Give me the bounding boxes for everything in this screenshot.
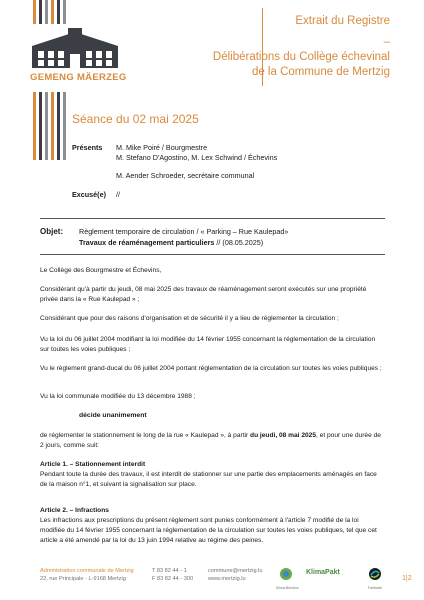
article-1-text: Pendant toute la durée des travaux, il est interdit de stationner sur une partie des emplacements aménagés en face de la maison n°1, et suivant la signalisation sur place. xyxy=(40,471,377,488)
excuses-value: // xyxy=(116,190,120,199)
header-dash: – xyxy=(383,36,390,48)
session-date: Séance du 02 mai 2025 xyxy=(72,112,199,126)
objet-line-1: Règlement temporaire de circulation / « Parking – Rue Kaulepad» xyxy=(79,227,289,236)
paragraph: Vu la loi du 06 juillet 2004 modifiant la loi modifiée du 14 février 1955 concernant la réglementation de la circulation sur toutes les voies publiques ; xyxy=(40,336,376,353)
attendance-block xyxy=(0,143,424,203)
footer-address: 22, rue Principale · L-9168 Mertzig xyxy=(40,576,126,582)
klima-buendnis-text: Klima-Bündnis xyxy=(276,586,299,590)
footer-tel: T 83 82 44 - 1 xyxy=(152,568,187,574)
footer xyxy=(40,567,420,595)
decorative-stripes-top xyxy=(33,0,66,24)
klimapakt-logo: KlimaPakt xyxy=(306,569,340,576)
footer-admin: Administration communale de Mertzig xyxy=(40,568,134,574)
paragraph: Considérant que pour des raisons d'organisation et de sécurité il y a lieu de réglementer la circulation ; xyxy=(40,315,339,322)
presents-line: M. Mike Poiré / Bourgmestre xyxy=(116,143,208,152)
excuses-label: Excusé(e) xyxy=(72,190,106,199)
footer-web[interactable]: www.mertzig.lu xyxy=(208,576,246,582)
decision-paragraph xyxy=(40,431,385,451)
paragraph: Vu la loi communale modifiée du 13 décembre 1988 ; xyxy=(40,393,196,400)
objet-line-2-rest: // (08.05.2025) xyxy=(214,237,264,247)
objet-line-2-bold: Travaux de réaménagement particuliers xyxy=(79,237,215,247)
presents-line: M. Stefano D'Agostino, M. Lex Schwind / Échevins xyxy=(116,153,278,162)
objet-label: Objet: xyxy=(40,227,64,236)
logo-text: GEMENG MÄERZEG xyxy=(30,72,127,83)
klima-buendnis-logo xyxy=(276,567,299,592)
divider xyxy=(40,254,385,255)
commune-logo xyxy=(30,28,127,84)
decision-text: de réglementer le stationnement le long de la rue « Kaulepad », à partir xyxy=(40,432,251,439)
presents-label: Présents xyxy=(72,143,103,152)
objet-text xyxy=(79,227,288,248)
document-header xyxy=(213,14,390,80)
footer-email[interactable]: commune@mertzig.lu xyxy=(208,568,263,574)
presents-line: M. Aender Schroeder, secrétaire communal xyxy=(116,171,255,180)
article-2-title: Article 2. – Infractions xyxy=(40,507,109,514)
paragraph: Considérant qu'à partir du jeudi, 08 mai 2025 des travaux de réaménagement seront exécutés sur une propriété privée dans la « Rue Kaulepad » ; xyxy=(40,286,367,303)
paragraph: Vu le règlement grand-ducal du 06 juillet 2004 portant réglementation de la circulation sur toutes les voies publiques ; xyxy=(40,365,382,372)
header-line-2: de la Commune de Mertzig xyxy=(251,66,390,78)
article-1-title: Article 1. – Stationnement interdit xyxy=(40,461,146,468)
header-line-1: Délibérations du Collège échevinal xyxy=(212,51,390,63)
fairtrade-logo xyxy=(368,567,382,592)
decision-text-end: , et pour une durée de 2 jours, comme suit: xyxy=(40,432,381,449)
page-number: 1|2 xyxy=(402,575,412,582)
town-hall-icon xyxy=(30,28,120,70)
register-title: Extrait du Registre xyxy=(295,15,390,27)
divider xyxy=(40,218,385,219)
article-2-text: Les infractions aux prescriptions du présent règlement sont punies conformément à l'article 7 modifié de la loi modifiée du 14 février 1955 concernant la réglementation de la circulation sur toutes les voies publiques, tel que cet article a été amendé par la loi du 13 juin 1994 relative au régime des peines. xyxy=(40,517,377,544)
decision-date: du jeudi, 08 mai 2025 xyxy=(250,432,317,439)
decision-heading: décide unanimement xyxy=(79,412,147,419)
intro-paragraph: Le Collège des Bourgmestre et Échevins, xyxy=(40,267,162,274)
footer-fax: F 83 82 44 - 300 xyxy=(152,576,194,582)
fairtrade-text: Fairtrade xyxy=(368,586,383,590)
